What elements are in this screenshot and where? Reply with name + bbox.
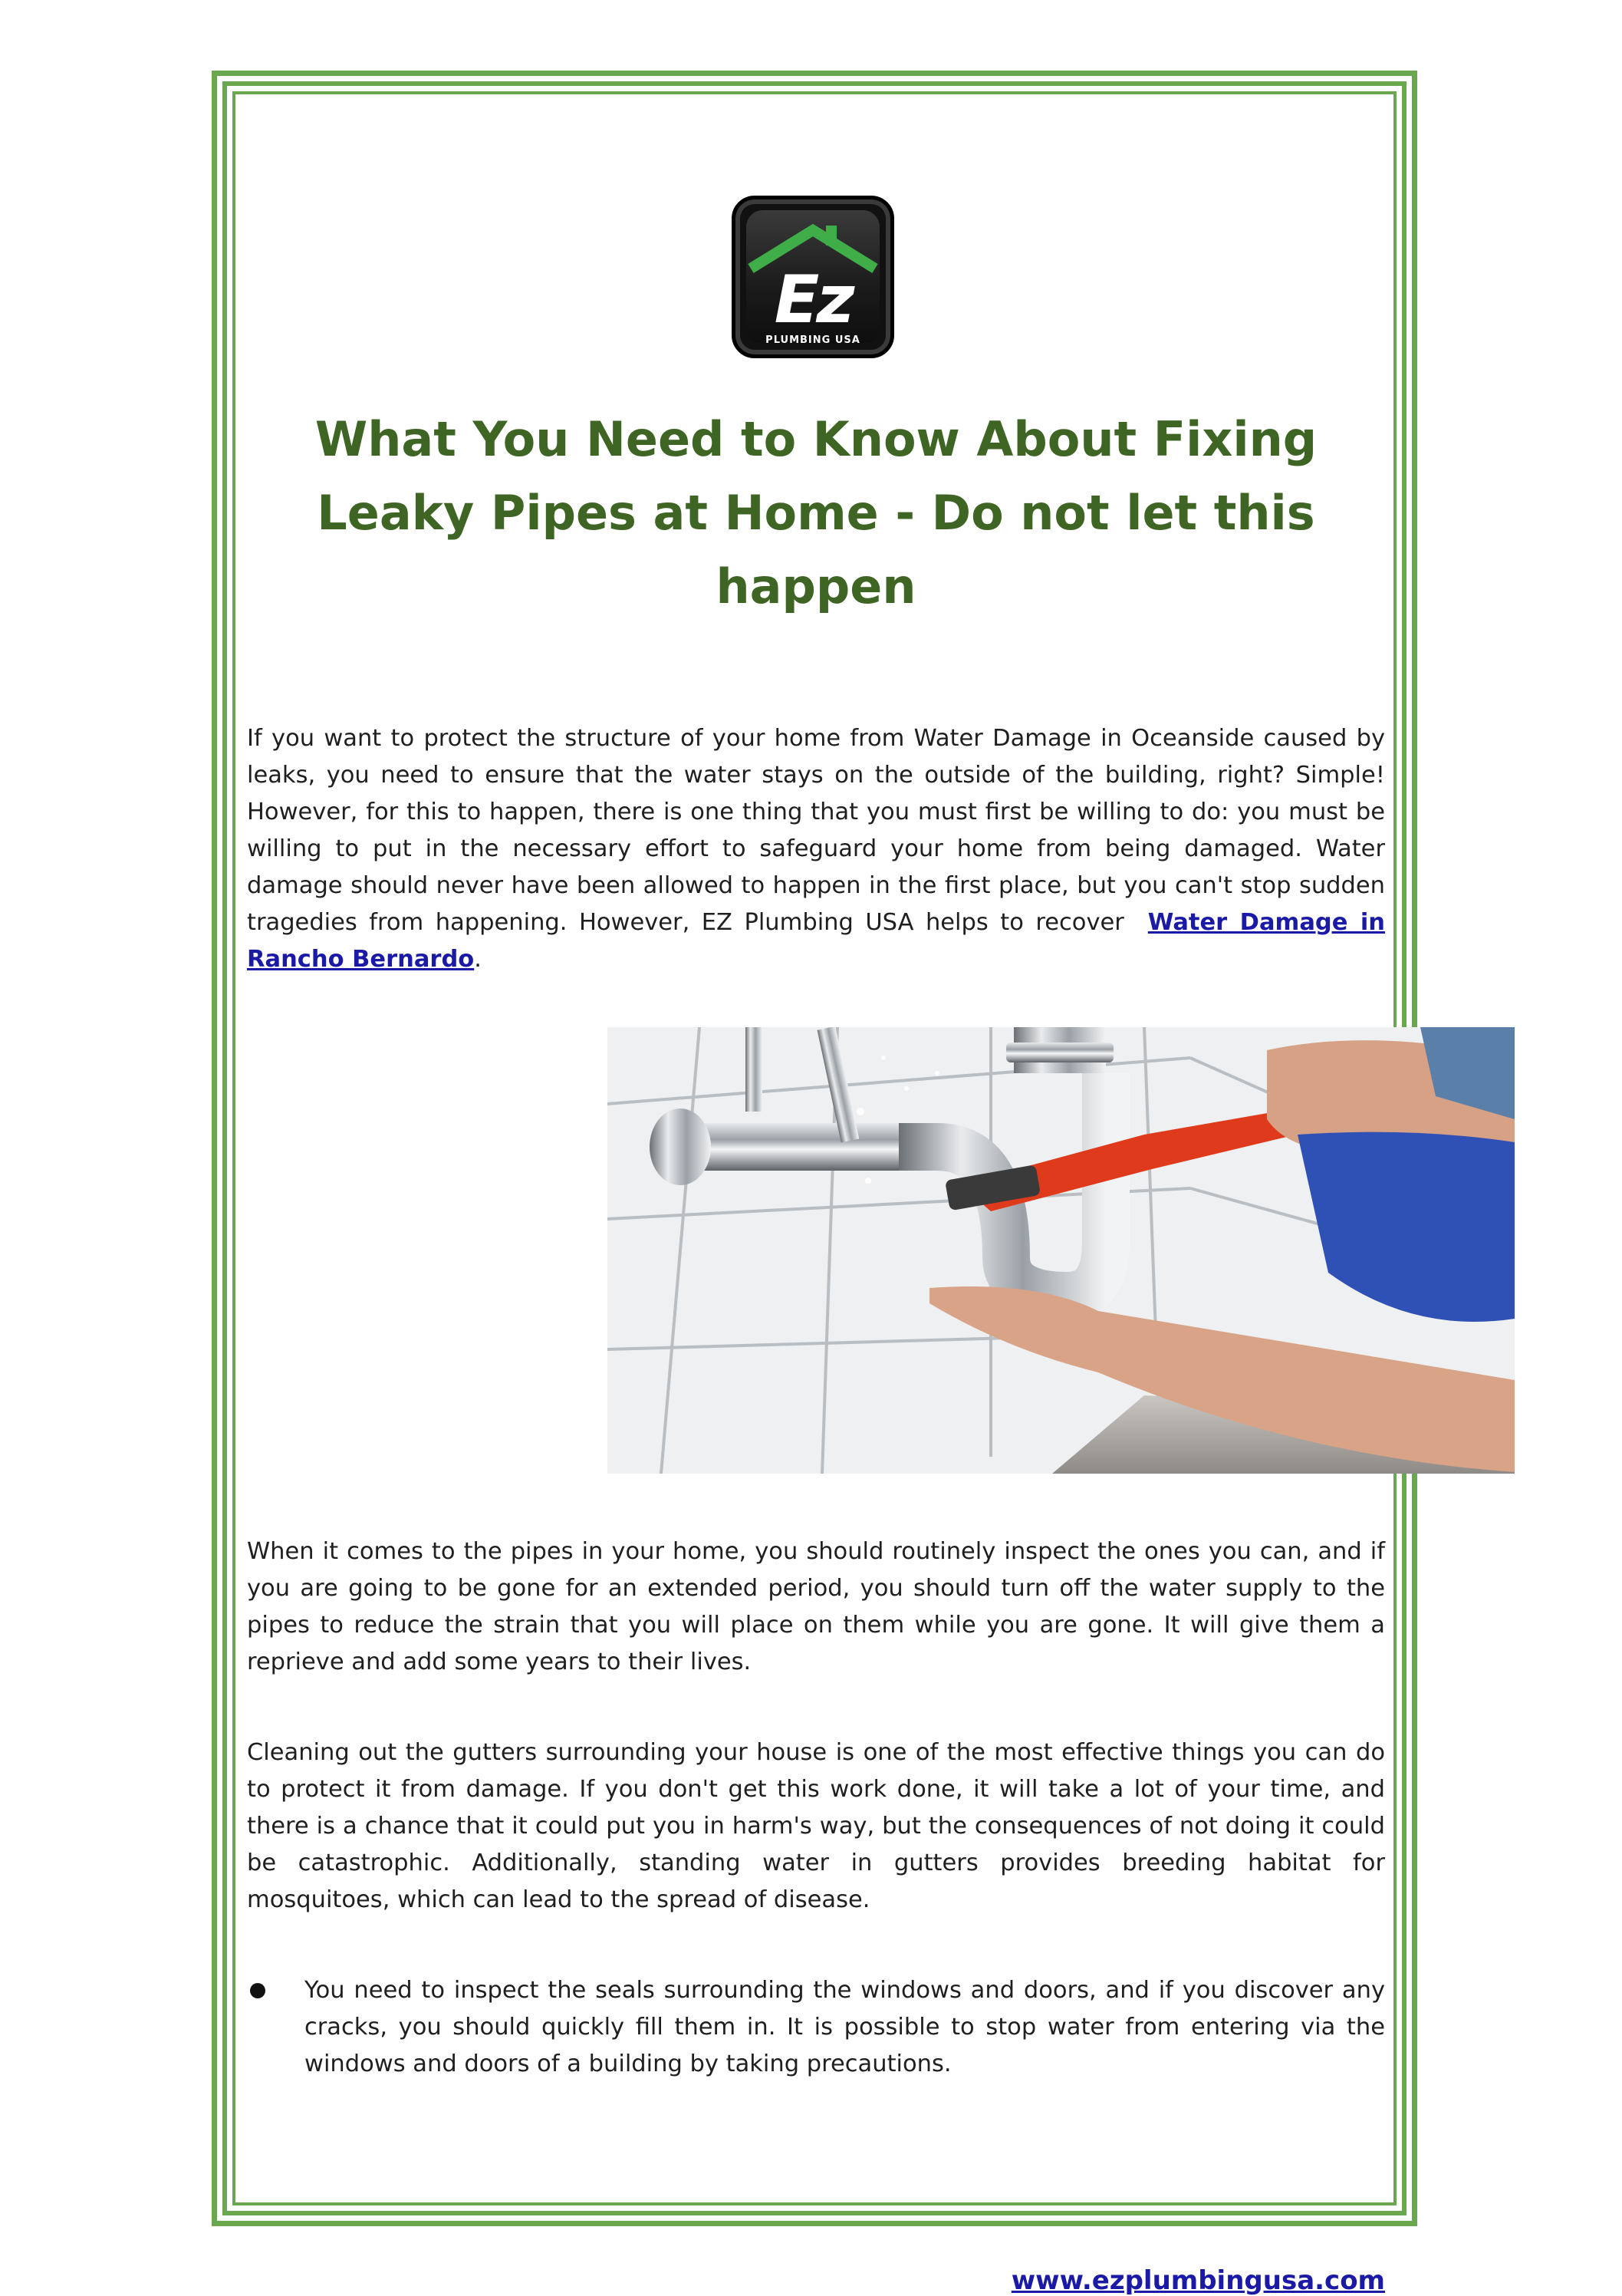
water-damage-rancho-bernardo-link[interactable]: Water Damage in Rancho Bernardo bbox=[247, 909, 1385, 973]
page-content bbox=[247, 91, 1385, 2296]
logo-mark: Ez bbox=[774, 262, 852, 338]
intro-paragraph-text: If you want to protect the structure of your home from Water Damage in Oceanside caused by leaks, you need to ensure that the water stays on the outside of the building, right? Simple! However, for this to happen, there is one thing that you must first be willing to do: you must be willing to put in the necessary effort to safeguard your home from being damaged. Water damage should never have been allowed to happen in the first place, but you can't stop sudden tragedies from happening. However, EZ Plumbing USA helps to recover bbox=[247, 725, 1385, 936]
website-link[interactable]: www.ezplumbingusa.com bbox=[1011, 2265, 1385, 2296]
intro-paragraph bbox=[247, 720, 1385, 978]
ez-plumbing-logo bbox=[732, 196, 894, 358]
pipe-repair-illustration bbox=[607, 1027, 1515, 1474]
page-title: What You Need to Know About Fixing Leaky Pipes at Home - Do not let this happen bbox=[314, 411, 1318, 614]
gutter-cleaning-paragraph: Cleaning out the gutters surrounding your house is one of the most effective things you can do to protect it from damage. If you don't get this work done, it will take a lot of your time, and there is a chance that it could put you in harm's way, but the consequences of not doing it could be catastrophic. Additionally, standing water in gutters provides breeding habitat for mosquitoes, which can lead to the spread of disease. bbox=[247, 1739, 1385, 1913]
plumber-fixing-pipe-photo bbox=[607, 1027, 1515, 1474]
intro-paragraph-end: . bbox=[474, 946, 482, 973]
logo-subtitle: PLUMBING USA bbox=[765, 334, 860, 346]
pipe-inspection-paragraph: When it comes to the pipes in your home, you should routinely inspect the ones you can, and if you are going to be gone for an extended period, you should turn off the water supply to the pipes to reduce the strain that you will place on them while you are gone. It will give them a reprieve and add some years to their lives. bbox=[247, 1538, 1385, 1675]
bullet-icon bbox=[250, 1983, 265, 1998]
bullet-text: You need to inspect the seals surrounding the windows and doors, and if you discover any cracks, you should quickly fill them in. It is possible to stop water from entering via the windows and doors of a building by taking precautions. bbox=[304, 1977, 1385, 2077]
